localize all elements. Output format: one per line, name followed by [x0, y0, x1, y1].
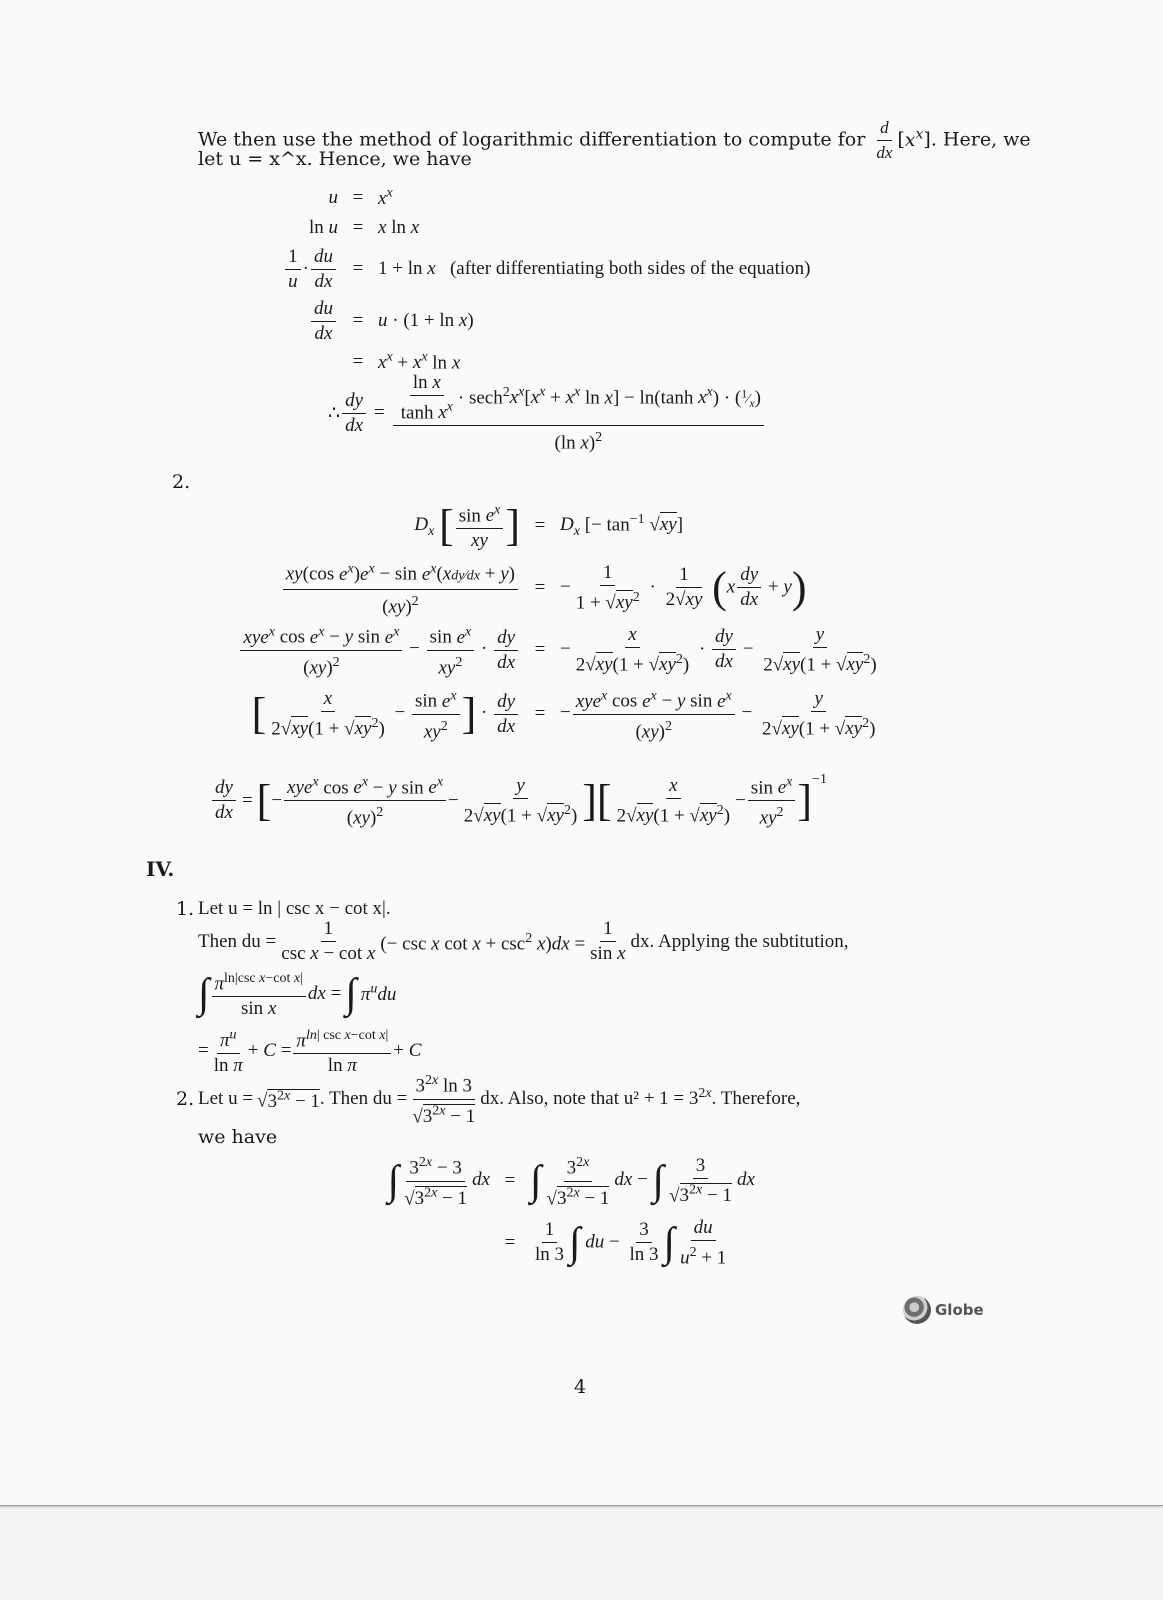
final-dy-dx: $\frac{dy}{dx}$ = [ − $\frac{xye^x \cos e^x - y \sin e^x}{(xy)^2}$ − $\frac{y}{2√xy(1 + √xy^2)}$ ] [ $\frac{x}{2√xy(1 + √xy^2)}$ − $\frac{\sin e^x}{xy^2}$ ] $^{-1}$ — [210, 772, 827, 830]
globe-icon — [903, 1296, 931, 1324]
iv-item1-let: Let u = ln | csc x − cot x|. — [198, 898, 391, 919]
iv-item2-we-have: we have — [198, 1126, 278, 1148]
intro-line-1: We then use the method of logarithmic differentiation to compute for $\frac{d}{dx}$ $[x^x]$. Here, we — [198, 118, 1031, 162]
iv-item1-integral: ∫ $\frac{\pi^{ln|csc x-cot x|}}{\text{sin x}}$ dx = ∫ $\pi^udu$ — [198, 968, 396, 1020]
intro-text: We then use the method of logarithmic differentiation to compute for — [198, 128, 866, 151]
log-diff-equations: u = $x^x$ ln u = x ln x $\frac{1}{u}$ · $\frac{du}{dx}$ = 1 + ln x (after differentiating both sides of the equation) $\frac{du}{dx}$ = u · (1 + ln x) = $x^x + x^x$ ln x — [250, 183, 950, 377]
iv-item2-integrals: ∫ $\frac{3^{2x} - 3}{√3^{2x} - 1}$ dx = ∫ $\frac{3^{2x}}{√3^{2x} - 1}$ dx − ∫ $\frac{3}{√3^{2x} - 1}$ dx = $\frac{1}{\ln 3}$ ∫ du − $\frac{3}{\ln 3}$ ∫ $\frac{du}{u^2 + 1}$ — [350, 1150, 950, 1274]
iv-item1-number: 1. — [176, 898, 195, 920]
page-number: 4 — [574, 1376, 587, 1398]
iv-item1-result: = $\frac{\pi^u}{\text{ln π}}$ + C = $\frac{\pi^{ln| csc x-cot x|}}{\text{ln π}}$ + C — [198, 1025, 421, 1077]
iv-item1-then: Then du = — [198, 930, 277, 952]
iv-item2-therefore: . Therefore, — [711, 1088, 801, 1109]
iv-item1-then-line: Then du = $\frac{1}{\text{csc x − cot x}}$ (− csc x $\cot x + \csc^2 x)dx$ = $\frac{1}{\text{sin x}}$ dx. Applying the subtitution, — [198, 918, 849, 964]
log-diff-note: (after differentiating both sides of the equation) — [449, 258, 811, 279]
intro-line-2: let u = x^x. Hence, we have — [198, 148, 472, 170]
item-2-number: 2. — [172, 471, 191, 493]
globe-logo — [903, 1296, 984, 1324]
implicit-diff-equations: $D_x$ [ $\frac{\sin e^x}{xy}$ ] = $D_x$ [− $\tan^{-1} √xy$] $\frac{xy(\cos e^x)e^x - \sin e^x(xdy⁄dx + y)}{(xy)^2}$ = − $\frac{1}{1 + √xy^2}$ · $\frac{1}{2√xy}$ (x $\frac{dy}{dx}$ + y) $\frac{xye^x \cos e^x - y \sin e^x}{(xy)^2}$ − $\frac{\sin e^x}{xy^2}$ · $\frac{dy}{dx}$ = − $\frac{x}{2√xy(1 + √xy^2)}$ · $\frac{dy}{dx}$ − $\frac{y}{2√xy(1 + √xy^2)}$ [ $\frac{x}{2√xy(1 + √xy^2)}$ − $\frac{\sin e^x}{xy^2}$ ] · $\frac{dy}{dx}$ = − $\frac{xye^x \cos e^x - y \sin e^x}{(xy)^2}$ − $\frac{y}{2√xy(1 + √xy^2)}$ — [200, 495, 980, 747]
globe-logo-text: Globe — [935, 1301, 984, 1319]
section-iv-heading: IV. — [146, 857, 175, 881]
intro-text-end: . Here, we — [930, 128, 1031, 151]
iv-item2-line: Let u = $√3^{2x} - 1$ . Then du = $\frac{3^{2x} \ln 3}{√3^{2x} - 1}$ dx. Also, note that u² + 1 = 3 $^{2x}$ . Therefore, — [198, 1066, 800, 1132]
iv-item1-applying: dx. Applying the subtitution, — [630, 930, 849, 952]
iv-item2-also: dx. Also, note that u² + 1 = 3 — [480, 1088, 699, 1109]
iv-item2-number: 2. — [176, 1088, 195, 1110]
iv-item2-then: . Then du = — [319, 1088, 408, 1109]
iv-item2-let: Let u = — [198, 1088, 254, 1109]
therefore-equation: ∴ $\frac{dy}{dx}$ = $\frac{\text{ln x}}{\tanh x^x}$ · $\sec h^2x^x[x^x + x^x$ ln x] − ln(tanh $x^x$) · $(^1⁄_x)$ (ln x)$^2$ — [328, 372, 766, 455]
